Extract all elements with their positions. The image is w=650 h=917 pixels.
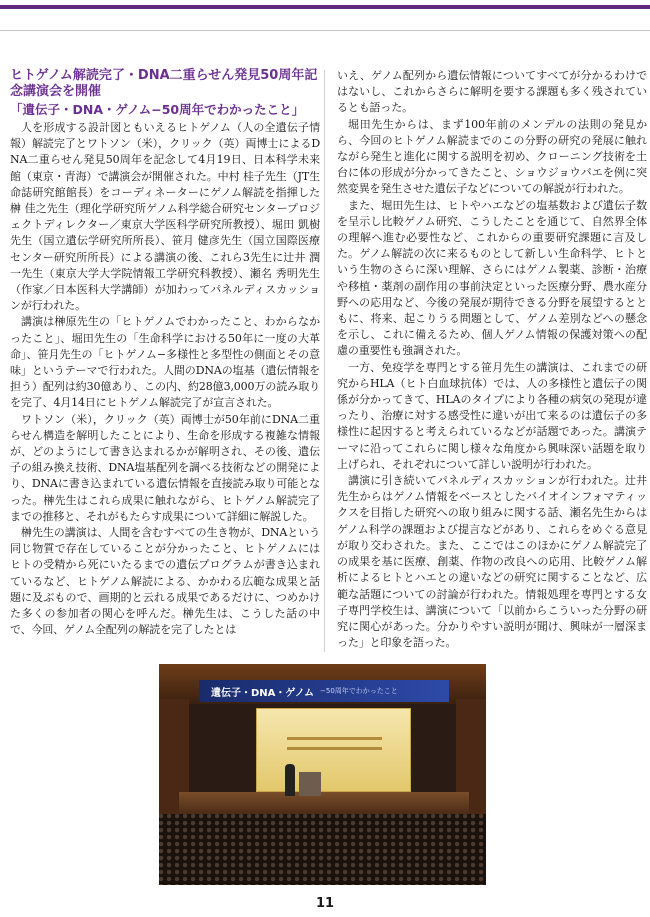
podium: [299, 772, 321, 796]
paragraph: 榊先生の講演は、人間を含むすべての生き物が、DNAという同じ物質で存在していることが分かったこと、ヒトゲノムにはヒトの受精から死にいたるまでの遺伝プログラムが書き込まれているなど、ヒトゲノム解読による、かかわる広範な成果と話題に及ぶもので、画期的と云れる成果であるだけに、つめかけた多くの参加者の関心を呼んだ。榊先生は、こうした話の中で、今回、ゲノム全配列の解読を完了したとは: [10, 526, 320, 637]
paragraph: 一方、免疫学を専門とする笹月先生の講演は、これまでの研究からHLA（ヒト白血球抗体）では、人の多様性と遺伝子の関係が分かってきて、HLAのタイプにより各種の病気の発現が違ったり、治療に対する感受性に違いが出て来るのは遺伝子の多様性に起因すると考えられているなどが話題であった。講演テーマに沿ってこれらに関し様々な角度から興味深い話題を取り上げられ、それぞれについて詳しい説明が行われた。: [337, 360, 647, 471]
paragraph: また、堀田先生は、ヒトやハエなどの塩基数および遺伝子数を呈示し比較ゲノム研究、こうしたことを通じて、自然界全体の理解へ進む必要性など、これからの重要研究課題に言及した。ゲノム解読の次に来るものとして新しい生命科学、ヒトという生物のさらに深い理解、さらにはゲノム製薬、診断・治療や移植・薬剤の副作用の事前決定といった医療分野、農水産分野への応用など、今後の発展が期待できる分野を展望するとともに、将来、起こりうる問題として、ゲノム差別などへの懸念を示し、これに備えるため、個人ゲノム情報の保護対策への配慮の重要性も強調された。: [337, 198, 647, 358]
projection-screen: [256, 708, 411, 792]
paragraph: 講演は榊原先生の「ヒトゲノムでわかったこと、わからなかったこと」、堀田先生の「生命科学における50年に一度の大革命」、笹月先生の「ヒトゲノム−多様性と多型性の側面とその意味」というテーマで行われた。人間のDNAの塩基（遺伝情報を担う）配列は約30億あり、この内、約28億3,000万の読み取りを完了、4月14日にヒトゲノム解読完了が宣言された。: [10, 315, 320, 410]
screen-text-line: [287, 737, 382, 740]
article-headline: ヒトゲノム解読完了・DNA二重らせん発見50周年記念講演会を開催: [10, 68, 318, 99]
paragraph: 堀田先生からは、まず100年前のメンデルの法則の発見から、今回のヒトゲノム解読までのこの分野の研究の発展に触れながら発生と進化に関する説明を初め、クローニング技術を土台に体の形成が分かってきたこと、ショウジョウバエを例に突然変異を発生させた遺伝子などについての解説が行われた。: [337, 117, 647, 196]
photo-banner-title: 遺伝子・DNA・ゲノム: [211, 687, 315, 699]
page-number: 11: [315, 896, 335, 911]
photo-banner-subtitle: −50周年でわかったこと: [320, 687, 398, 695]
paragraph: 人を形成する設計図ともいえるヒトゲノム（人の全遺伝子情報）解読完了とワトソン（米），クリック（英）両博士によるDNA二重らせん発見50周年を記念して4月19日、日本科学未来館（東京・青海）で講演会が開催された。中村 桂子先生（JT生命誌研究館館長）をコーディネーターにゲノム解読を指揮した榊 佳之先生（理化学研究所ゲノム科学総合研究センタープロジェクトディレクター／東京大学医科学研究所教授）、堀田 凱樹先生（国立遺伝学研究所所長）、笹月 健彦先生（国立国際医療センター研究所所長）による講演の後、これら3先生に辻井 潤一先生（東京大学大学院情報工学研究科教授）、瀬名 秀明先生（作家／日本医科大学講師）が加わってパネルディスカッションが行われた。: [10, 121, 320, 313]
paragraph: いえ、ゲノム配列から遺伝情報についてすべてが分かるわけではないし、これからさらに解明を要する課題も多く残されているとも語った。: [337, 69, 647, 115]
photo-audience: [159, 814, 486, 885]
article-right-column: [337, 68, 647, 651]
screen-text-line: [287, 747, 382, 750]
article-subhead: 「遺伝子・DNA・ゲノム−50周年でわかったこと」: [10, 102, 305, 117]
speaker-figure: [285, 764, 295, 796]
lecture-hall-photo: [159, 664, 486, 885]
article-left-column: [10, 68, 320, 639]
header-divider: [0, 30, 650, 31]
column-divider: [324, 70, 325, 652]
header-rule: [0, 5, 650, 9]
photo-stage-banner: [199, 680, 449, 702]
paragraph: 講演に引き続いてパネルディスカッションが行われた。辻井先生からはゲノム情報をベースとしたバイオインフォマティックスを目指した研究への取り組みに関する話、瀬名先生からはゲノム科学の課題および提言などがあり、これらをめぐる意見が取り交わされた。また、ここではこのほかにゲノム解読完了の成果を基に医療、創薬、作物の改良への応用、比較ゲノム解析によるヒトとハエとの違いなどの研究に関することなど、広範な話題についての討論が行われた。情報処理を専門とする女子専門学校生は、講演について「以前からこういった分野の研究に関心があった。分かりやすい説明が聞け、興味が一層深まった」と印象を語った。: [337, 474, 647, 650]
paragraph: ワトソン（米），クリック（英）両博士が50年前にDNA二重らせん構造を解明したことにより、生命を形成する複雑な情報が、どのようにして書き込まれるかが解明され、その後、遺伝子の組み換え技術、DNA塩基配列を調べる技術などの開発により、DNAに書き込まれている遺伝情報を直接読み取り可能となった。榊先生はこれら成果に触れながら、ヒトゲノム解読完了までの推移と、それがもたらす成果について詳細に解説した。: [10, 412, 320, 523]
photo-stage: [179, 792, 469, 814]
